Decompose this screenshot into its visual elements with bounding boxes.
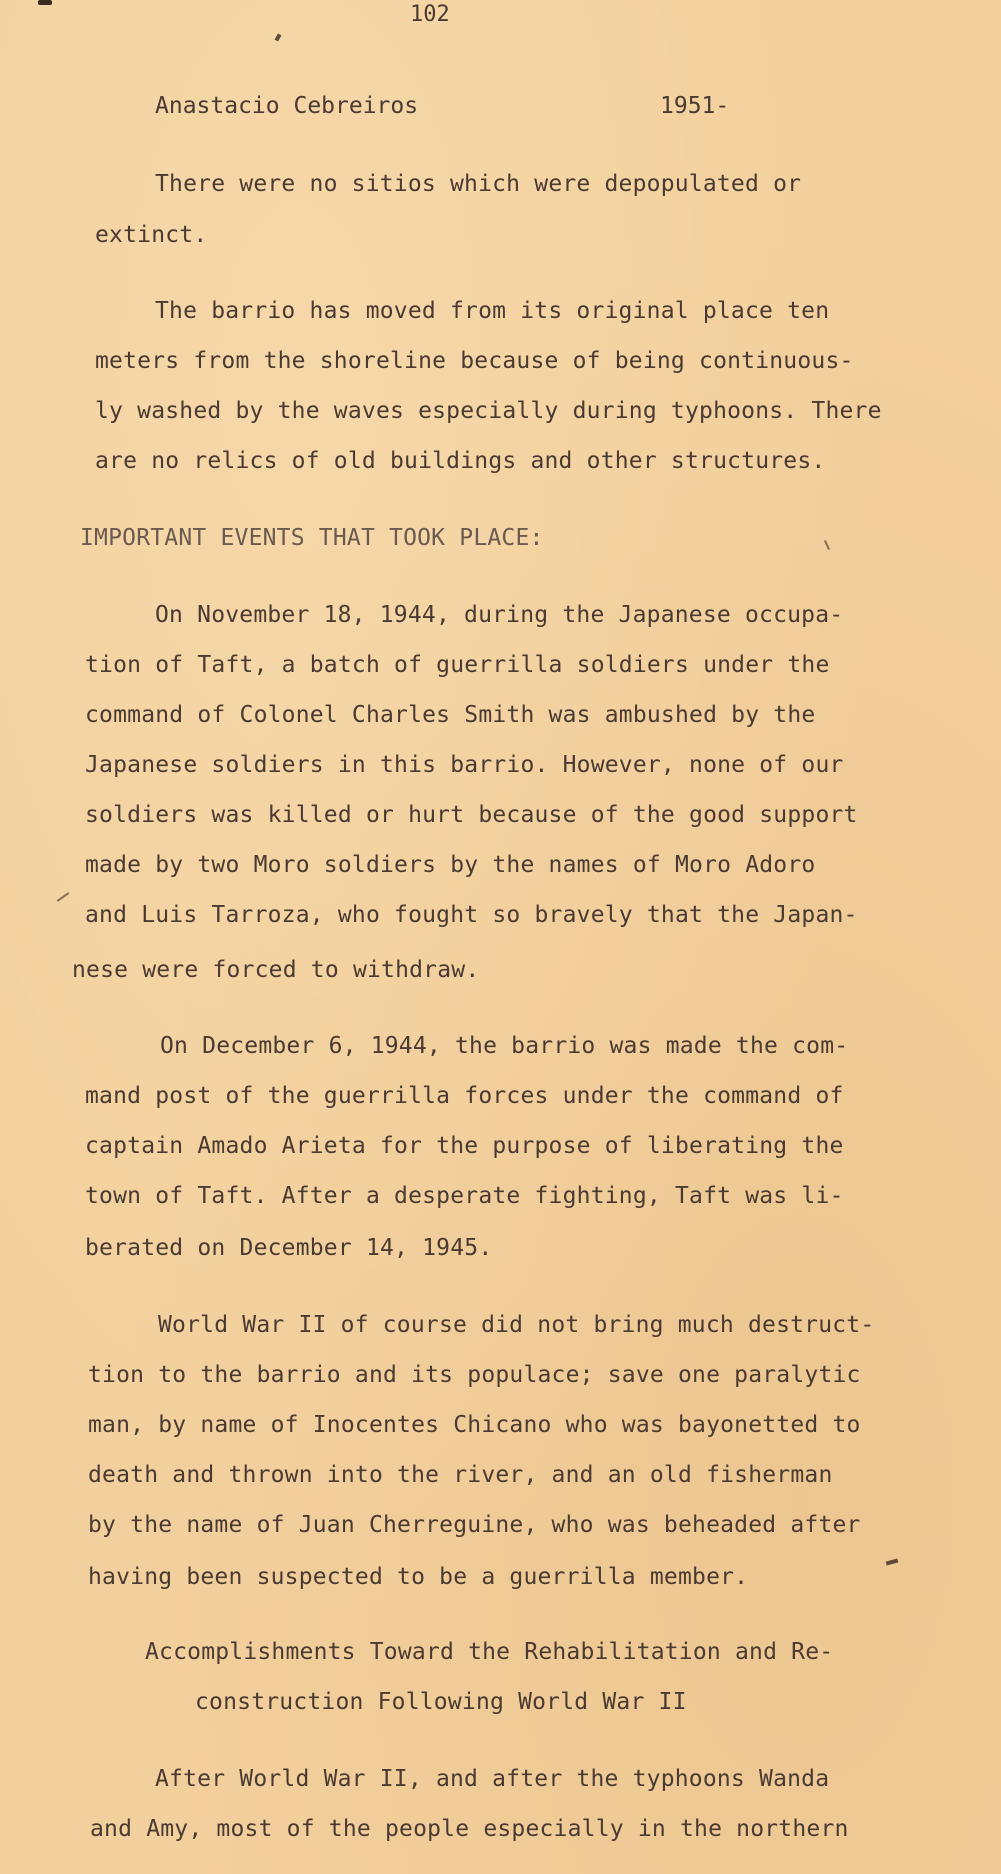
subheading-line: construction Following World War II bbox=[195, 1689, 687, 1715]
paragraph-line: After World War II, and after the typhoons Wanda bbox=[155, 1766, 830, 1792]
paragraph-line: Japanese soldiers in this barrio. However, none of our bbox=[85, 752, 844, 778]
paragraph-line: World War II of course did not bring much destruct- bbox=[158, 1312, 875, 1338]
page-number: 102 bbox=[410, 2, 450, 27]
paragraph-line: ly washed by the waves especially during typhoons. There bbox=[95, 398, 882, 424]
paragraph-line: On December 6, 1944, the barrio was made the com- bbox=[160, 1033, 849, 1059]
paragraph-line: There were no sitios which were depopulated or bbox=[155, 171, 802, 197]
paragraph-line: and Luis Tarroza, who fought so bravely that the Japan- bbox=[85, 902, 858, 928]
ink-mark bbox=[38, 0, 52, 5]
paragraph-line: extinct. bbox=[95, 222, 208, 248]
paragraph-line: tion of Taft, a batch of guerrilla soldiers under the bbox=[85, 652, 830, 678]
ink-mark bbox=[57, 892, 70, 902]
author-name: Anastacio Cebreiros bbox=[155, 93, 419, 119]
paragraph-line: captain Amado Arieta for the purpose of liberating the bbox=[85, 1133, 844, 1159]
paragraph-line: made by two Moro soldiers by the names of Moro Adoro bbox=[85, 852, 816, 878]
document-year: 1951- bbox=[660, 93, 730, 119]
paragraph-line: nese were forced to withdraw. bbox=[72, 957, 480, 983]
paragraph-line: The barrio has moved from its original place ten bbox=[155, 298, 830, 324]
ink-mark bbox=[275, 33, 282, 41]
paragraph-line: berated on December 14, 1945. bbox=[85, 1235, 493, 1261]
ink-mark bbox=[886, 1559, 899, 1566]
paragraph-line: man, by name of Inocentes Chicano who was bayonetted to bbox=[88, 1412, 861, 1438]
paragraph-line: by the name of Juan Cherreguine, who was beheaded after bbox=[88, 1512, 861, 1538]
paragraph-line: are no relics of old buildings and other structures. bbox=[95, 448, 826, 474]
paragraph-line: meters from the shoreline because of being continuous- bbox=[95, 348, 854, 374]
paragraph-line: town of Taft. After a desperate fighting, Taft was li- bbox=[85, 1183, 844, 1209]
section-heading: IMPORTANT EVENTS THAT TOOK PLACE: bbox=[80, 525, 544, 551]
paragraph-line: On November 18, 1944, during the Japanese occupa- bbox=[155, 602, 844, 628]
paragraph-line: having been suspected to be a guerrilla member. bbox=[88, 1564, 749, 1590]
paragraph-line: tion to the barrio and its populace; save one paralytic bbox=[88, 1362, 861, 1388]
paragraph-line: death and thrown into the river, and an old fisherman bbox=[88, 1462, 833, 1488]
paragraph-line: and Amy, most of the people especially in the northern bbox=[90, 1816, 849, 1842]
subheading-line: Accomplishments Toward the Rehabilitation and Re- bbox=[145, 1639, 834, 1665]
paragraph-line: soldiers was killed or hurt because of the good support bbox=[85, 802, 858, 828]
paragraph-line: command of Colonel Charles Smith was ambushed by the bbox=[85, 702, 816, 728]
ink-mark bbox=[824, 540, 830, 550]
paragraph-line: mand post of the guerrilla forces under the command of bbox=[85, 1083, 844, 1109]
